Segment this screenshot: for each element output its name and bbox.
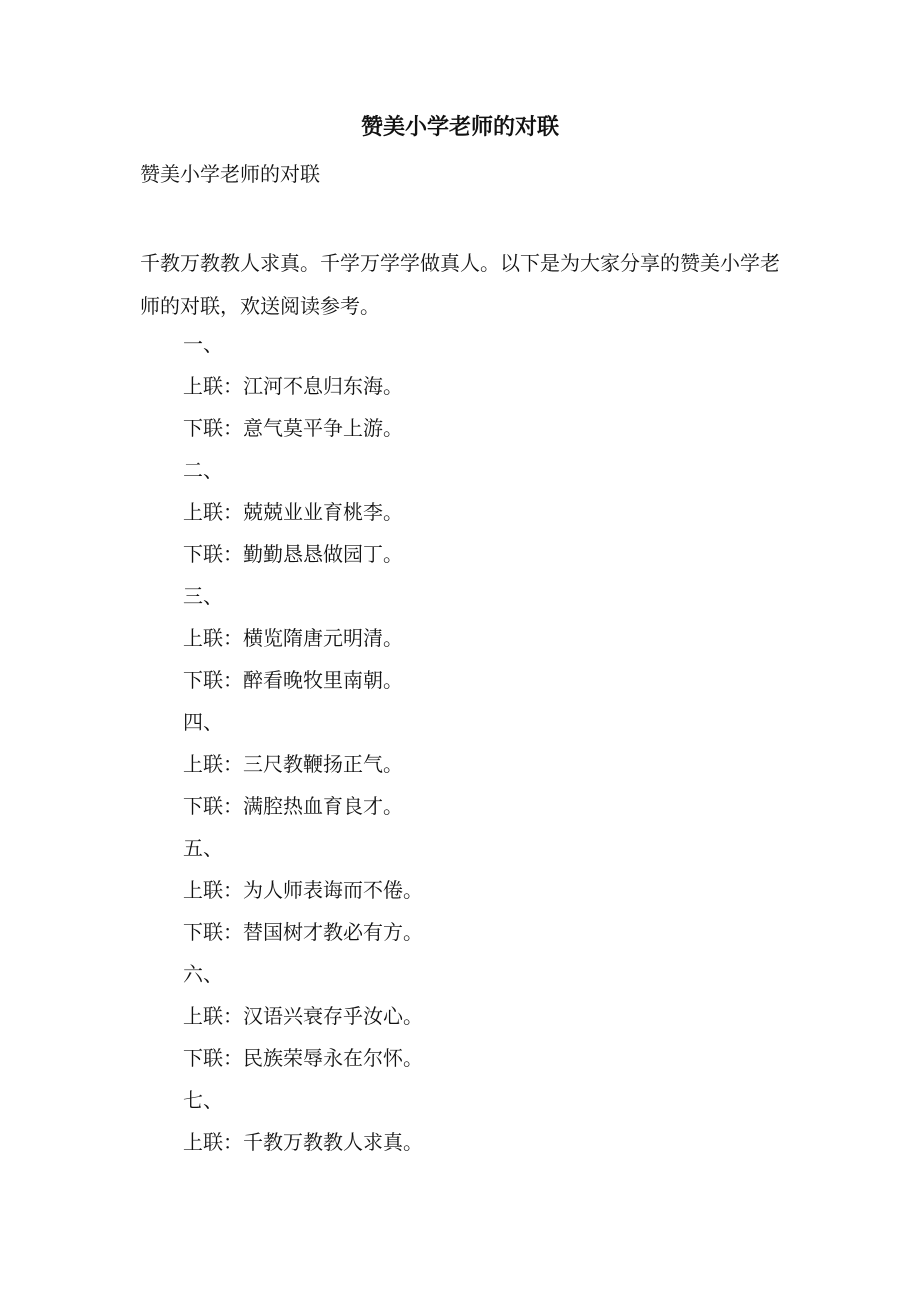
- couplet-line: 下联：意气莫平争上游。: [183, 416, 403, 440]
- couplet-line: 上联：横览隋唐元明清。: [183, 626, 403, 650]
- couplet-line: 上联：江河不息归东海。: [183, 374, 403, 398]
- couplet-line: 下联：醉看晚牧里南朝。: [183, 668, 403, 692]
- couplet-line: 一、: [183, 332, 223, 356]
- couplet-line: 上联：为人师表诲而不倦。: [183, 878, 423, 902]
- couplet-line: 上联：千教万教教人求真。: [183, 1130, 423, 1154]
- document-title: 赞美小学老师的对联: [360, 114, 559, 140]
- couplet-line: 四、: [183, 710, 223, 734]
- couplet-line: 下联：满腔热血育良才。: [183, 794, 403, 818]
- couplet-line: 七、: [183, 1088, 223, 1112]
- couplet-line: 六、: [183, 962, 223, 986]
- couplet-line: 上联：汉语兴衰存乎汝心。: [183, 1004, 423, 1028]
- couplet-list: [183, 323, 423, 1163]
- couplet-line: 下联：勤勤恳恳做园丁。: [183, 542, 403, 566]
- couplet-line: 三、: [183, 584, 223, 608]
- couplet-line: 下联：替国树才教必有方。: [183, 920, 423, 944]
- intro-paragraph: 千教万教教人求真。千学万学学做真人。以下是为大家分享的赞美小学老师的对联，欢送阅读参考。: [140, 251, 780, 318]
- couplet-line: 五、: [183, 836, 223, 860]
- couplet-line: 下联：民族荣辱永在尔怀。: [183, 1046, 423, 1070]
- couplet-line: 上联：三尺教鞭扬正气。: [183, 752, 403, 776]
- couplet-line: 上联：兢兢业业育桃李。: [183, 500, 403, 524]
- document-subtitle: 赞美小学老师的对联: [140, 162, 320, 186]
- couplet-line: 二、: [183, 458, 223, 482]
